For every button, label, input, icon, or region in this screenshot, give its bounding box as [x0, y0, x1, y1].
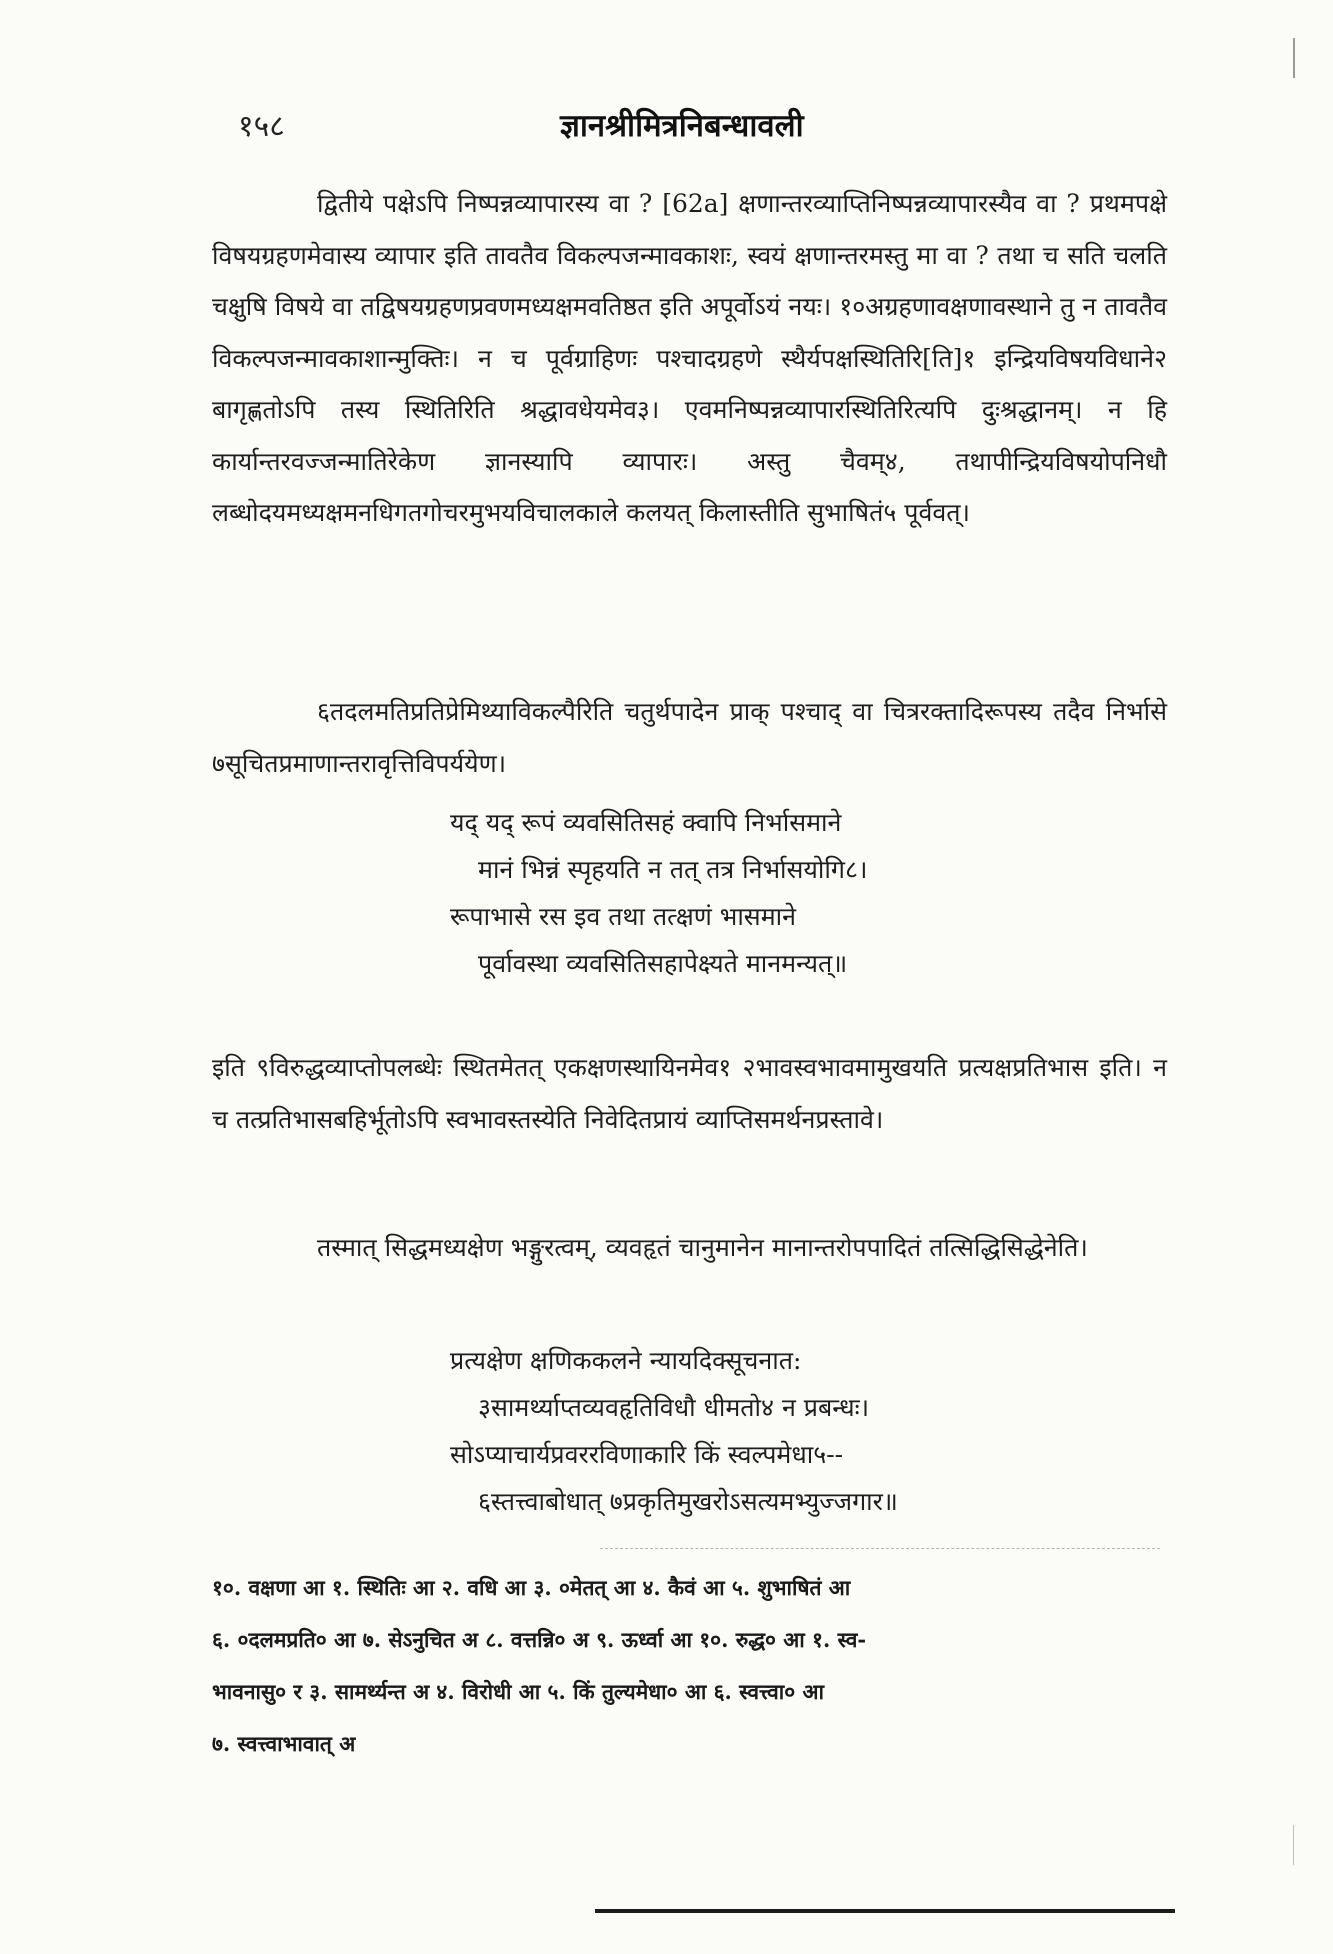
- footnote-line: भावनासु० र ३. सामर्थ्यन्त अ ४. विरोधी आ ५. किं तुल्यमेधा० आ ६. स्वत्त्वा० आ: [212, 1679, 824, 1704]
- verse-line: यद् यद् रूपं व्यवसितिसहं क्वापि निर्भासमाने: [450, 808, 842, 837]
- footnotes: [212, 1562, 1167, 1770]
- bottom-rule: [595, 1909, 1175, 1913]
- footnote-line: ७. स्वत्त्वाभावात् अ: [212, 1731, 356, 1756]
- paragraph: तस्मात् सिद्धमध्यक्षेण भङ्गुरत्वम्, व्यवहृतं चानुमानेन मानान्तरोपपादितं तत्सिद्धिसिद्धेनेति।: [317, 1233, 1088, 1262]
- verse-line: ६स्तत्त्वाबोधात् ७प्रकृतिमुखरोऽसत्यमभ्युज्जगार॥: [478, 1487, 898, 1516]
- paragraph: इति ९विरुद्धव्याप्तोपलब्धेः स्थितमेतत् एकक्षणस्थायिनमेव१ २भावस्वभावमामुखयति प्रत्यक्षप्रतिभास इति। न च तत्प्रतिभासबहिर्भूतोऽपि स्वभावस्तस्येति निवेदितप्रायं व्याप्तिसमर्थनप्रस्तावे।: [212, 1053, 1167, 1134]
- running-title: ज्ञानश्रीमित्रनिबन्धावली: [560, 108, 804, 144]
- scan-edge-mark: [1293, 1825, 1294, 1865]
- paragraph: द्वितीये पक्षेऽपि निष्पन्नव्यापारस्य वा ? [62a] क्षणान्तरव्याप्तिनिष्पन्नव्यापारस्यैव वा ? प्रथमपक्षे विषयग्रहणमेवास्य व्यापार इति तावतैव विकल्पजन्मावकाशः, स्वयं क्षणान्तरमस्तु मा वा ? तथा च सति चलति चक्षुषि विषये वा तद्विषयग्रहणप्रवणमध्यक्षमवतिष्ठत इति अपूर्वोऽयं नयः। १०अग्रहणावक्षणावस्थाने तु न तावतैव विकल्पजन्मावकाशान्मुक्तिः। न च पूर्वग्राहिणः पश्चादग्रहणे स्थैर्यपक्षस्थितिरि[ति]१ इन्द्रियविषयविधाने२ बागृह्णतोऽपि तस्य स्थितिरिति श्रद्धावधेयमेव३। एवमनिष्पन्नव्यापारस्थितिरित्यपि दुःश्रद्धानम्। न हि कार्यान्तरवज्जन्मातिरेकेण ज्ञानस्यापि व्यापारः। अस्तु चैवम्४, तथापीन्द्रियविषयोपनिधौ लब्धोदयमध्यक्षमनधिगतगोचरमुभयविचालकाले कलयत् किलास्तीति सुभाषितं५ पूर्ववत्।: [212, 189, 1167, 527]
- footnote-line: ६. ०दलमप्रति० आ ७. सेऽनुचित अ ८. वत्तन्नि० अ ९. ऊर्ध्वा आ १०. रुद्ध० आ १. स्व-: [212, 1627, 867, 1652]
- paragraph: ६तदलमतिप्रतिप्रेमिथ्याविकल्पैरिति चतुर्थपादेन प्राक् पश्चाद् वा चित्ररक्तादिरूपस्य तदैव निर्भासे ७सूचितप्रमाणान्तरावृत्तिविपर्ययेण।: [212, 697, 1167, 778]
- verse-line: ३सामर्थ्याप्तव्यवहृतिविधौ धीमतो४ न प्रबन्धः।: [478, 1393, 870, 1422]
- verse-line: सोऽप्याचार्यप्रवररविणाकारि किं स्वल्पमेधा५--: [450, 1440, 844, 1469]
- verse-block: [450, 1337, 898, 1525]
- verse-line: रूपाभासे रस इव तथा तत्क्षणं भासमाने: [450, 902, 797, 931]
- footnote-line: १०. वक्षणा आ १. स्थितिः आ २. वधि आ ३. ०मेतत् आ ४. कैवं आ ५. शुभाषितं आ: [212, 1575, 851, 1600]
- page-header: [0, 104, 1333, 154]
- verse-block: [450, 799, 867, 987]
- scan-edge-mark: [1293, 38, 1295, 78]
- footnote-divider: [600, 1548, 1160, 1549]
- verse-line: पूर्वावस्था व्यवसितिसहापेक्ष्यते मानमन्यत्॥: [478, 949, 848, 978]
- verse-line: प्रत्यक्षेण क्षणिककलने न्यायदिक्सूचनात:: [450, 1346, 802, 1375]
- verse-line: मानं भिन्नं स्पृहयति न तत् तत्र निर्भासयोगि८।: [478, 855, 868, 884]
- page-number: १५८: [238, 109, 285, 144]
